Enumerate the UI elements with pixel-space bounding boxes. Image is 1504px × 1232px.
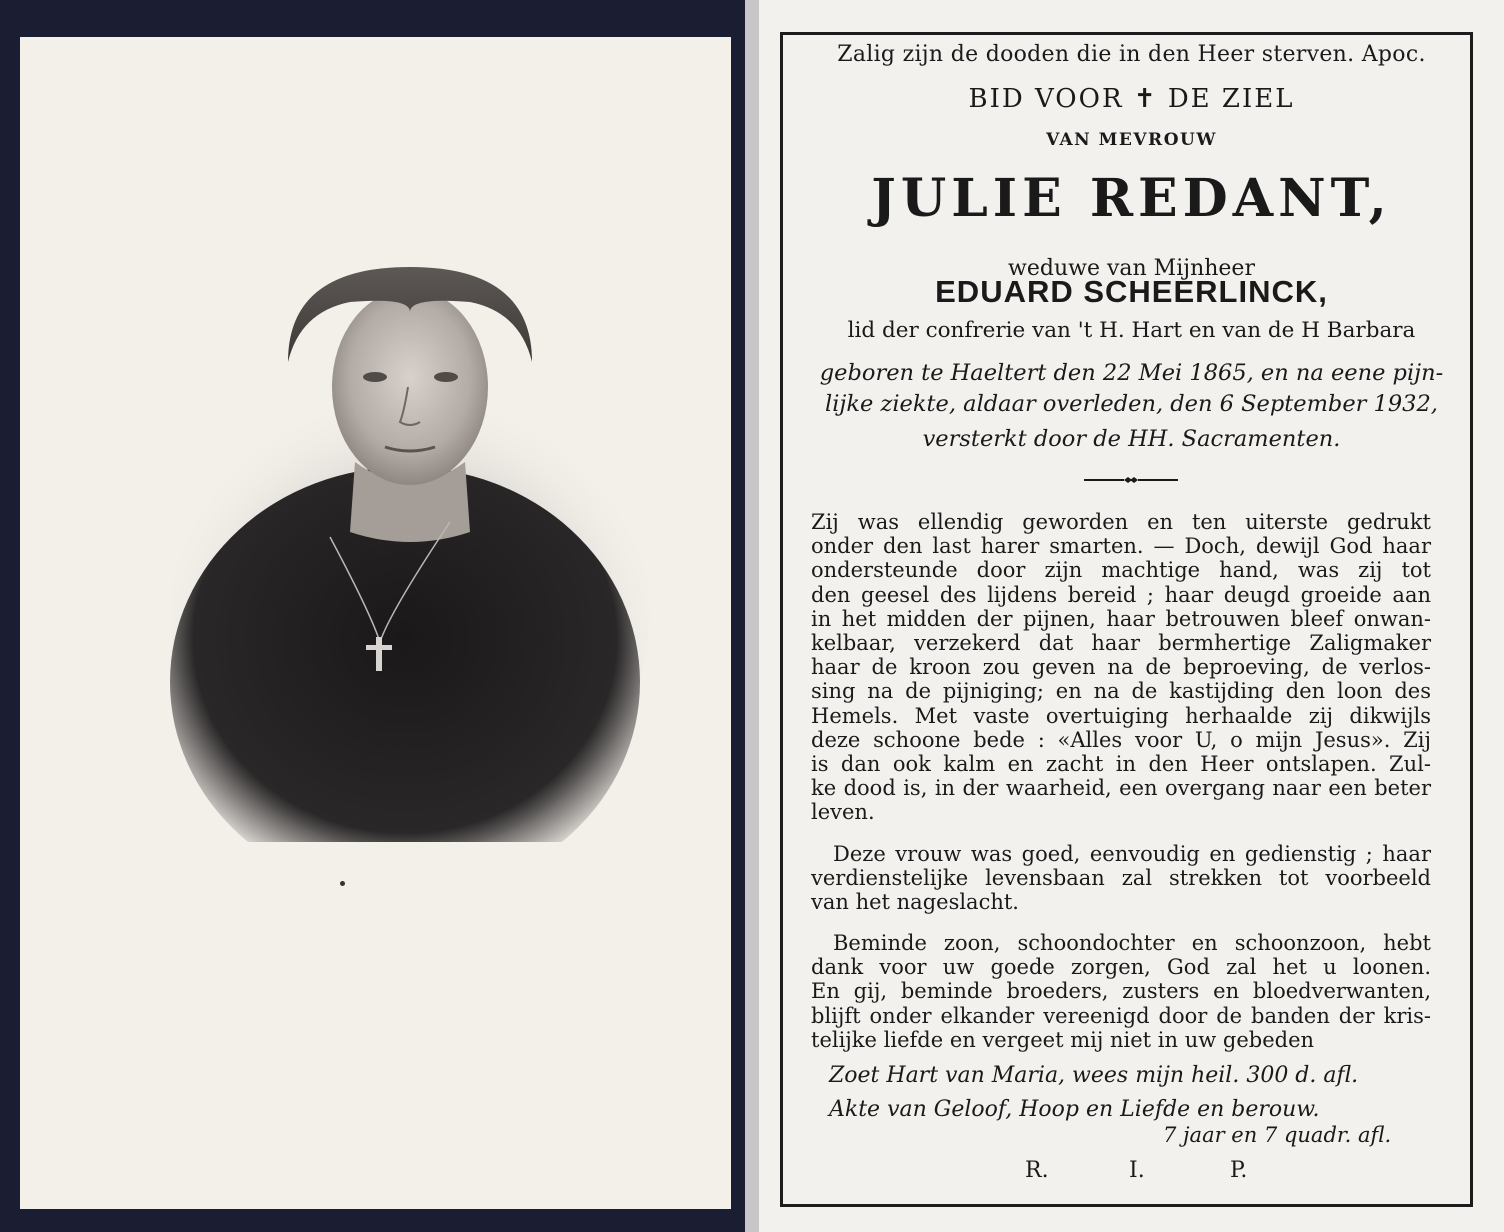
paragraph-line: deze schoone bede : «Alles voor U, o mijn Jesus». Zij: [811, 727, 1431, 752]
paper-speck: [340, 881, 345, 886]
paragraph-line: blijft onder elkander vereenigd door de banden der kris-: [811, 1003, 1431, 1028]
paragraph-line: haar de kroon zou geven na de beproeving, de verlos-: [811, 655, 1431, 680]
husband-name: EDUARD SCHEERLINCK,: [935, 274, 1328, 309]
memorial-text-card: [759, 0, 1504, 1232]
rip-letter: P.: [1230, 1158, 1248, 1183]
birth-line-2: lijke ziekte, aldaar overleden, den 6 September 1932,: [825, 391, 1438, 417]
paragraph-line: in het midden der pijnen, haar betrouwen bleef onwan-: [811, 606, 1431, 631]
rip-letter: R.: [1025, 1158, 1049, 1183]
paragraph-line: is dan ook kalm en zacht in den Heer ontslapen. Zul-: [811, 752, 1431, 777]
paragraph-line: ondersteunde door zijn machtige hand, was zij tot: [811, 558, 1431, 583]
paragraph-line: Hemels. Met vaste overtuiging herhaalde zij dikwijls: [811, 703, 1431, 728]
birth-line-1: geboren te Haeltert den 22 Mei 1865, en na eene pijn-: [819, 360, 1444, 386]
paragraph-line: sing na de pijniging; en na de kastijding den loon des: [811, 679, 1431, 704]
photo-card-paper: [20, 37, 731, 1209]
bible-verse: Zalig zijn de dooden die in den Heer sterven. Apoc.: [837, 42, 1426, 67]
paragraph-line: kelbaar, verzekerd dat haar bermhertige Zaligmaker: [811, 631, 1431, 656]
birth-line-3: versterkt door de HH. Sacramenten.: [922, 426, 1341, 452]
paragraph-line: verdienstelijke levensbaan zal strekken tot voorbeeld: [811, 866, 1431, 891]
paragraph-line: dank voor uw goede zorgen, God zal het u loonen.: [811, 955, 1431, 980]
confraternity-line: lid der confrerie van 't H. Hart en van de H Barbara: [847, 318, 1416, 343]
paragraph-line: leven.: [811, 800, 875, 825]
paragraph-line: Beminde zoon, schoondochter en schoonzoon, hebt: [833, 931, 1431, 955]
rip-letter: I.: [1129, 1158, 1145, 1183]
second-paragraph: [811, 842, 1431, 915]
paragraph-line: Zij was ellendig geworden en ten uiterste gedrukt: [811, 510, 1431, 534]
paragraph-line: ke dood is, in der waarheid, een overgang naar een beter: [811, 776, 1431, 801]
portrait-photo: [170, 252, 650, 842]
indulgence-line: 7 jaar en 7 quadr. afl.: [1163, 1123, 1392, 1147]
main-paragraph: [811, 510, 1431, 825]
van-mevrouw-label: VAN MEVROUW: [1046, 130, 1217, 150]
portrait-image: [170, 252, 650, 842]
paragraph-line: telijke liefde en vergeet mij niet in uw gebeden: [811, 1027, 1315, 1052]
paragraph-line: van het nageslacht.: [811, 890, 1019, 915]
photo-card: [0, 0, 745, 1232]
widow-of-label: weduwe van Mijnheer: [1008, 256, 1255, 281]
bid-voor-heading: BID VOOR ✝ DE ZIEL: [968, 84, 1295, 114]
prayer-line-2: Akte van Geloof, Hoop en Liefde en berouw.: [829, 1097, 1320, 1122]
prayer-line-1: Zoet Hart van Maria, wees mijn heil. 300 d. afl.: [829, 1063, 1359, 1088]
paragraph-line: En gij, beminde broeders, zusters en bloedverwanten,: [811, 979, 1431, 1004]
ornament-divider: [1084, 476, 1178, 484]
third-paragraph: [811, 931, 1431, 1052]
deceased-name: JULIE REDANT,: [871, 168, 1392, 229]
paragraph-line: den geesel des lijdens bereid ; haar deugd groeide aan: [811, 582, 1431, 607]
paragraph-line: Deze vrouw was goed, eenvoudig en gedienstig ; haar: [833, 842, 1431, 866]
paragraph-line: onder den last harer smarten. — Doch, dewijl God haar: [811, 534, 1431, 559]
